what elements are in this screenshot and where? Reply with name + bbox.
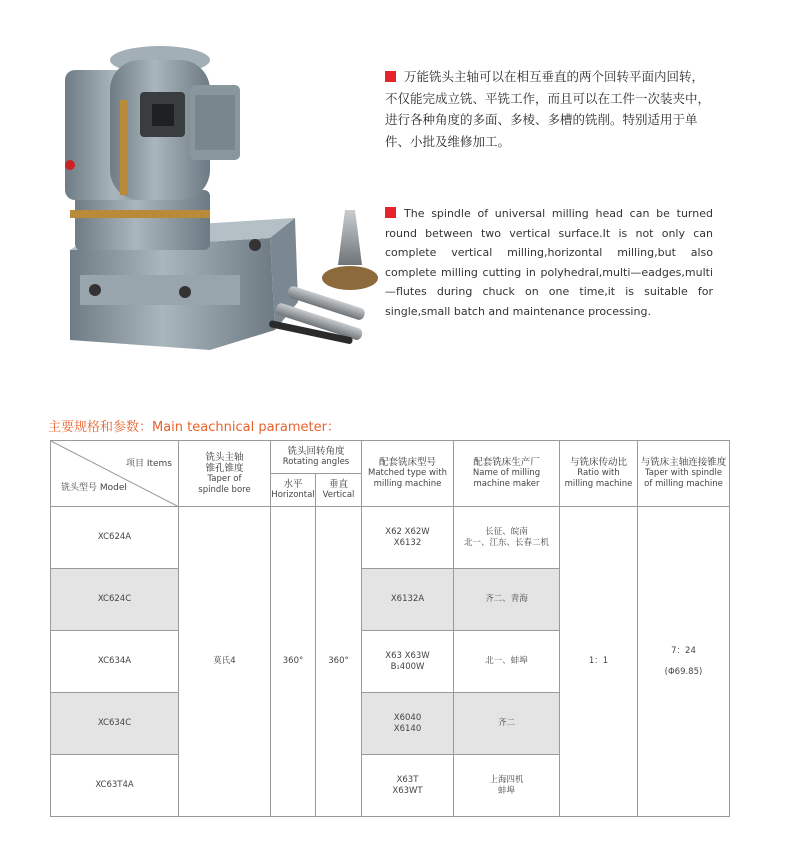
intro-english-text: The spindle of universal milling head can be turned round between two vertical surface.It is not only can complete vertical milling,horizontal milling,but also complete milling cutting in polyhedral,multi—eadges,multi—flutes during chuck on one time,it is suitable for single,small batch and maintenance processing. bbox=[385, 207, 713, 318]
intro-chinese-text: 万能铣头主轴可以在相互垂直的两个回转平面内回转，不仅能完成立铣、平铣工作，而且可以在工件一次装夹中，进行各种角度的多面、多棱、多槽的铣削。特别适用于单件、小批及维修加工。 bbox=[385, 69, 711, 149]
items-label: 项目 Items bbox=[125, 459, 172, 469]
intro-chinese bbox=[385, 66, 713, 152]
model-cell: XC634A bbox=[51, 631, 179, 693]
header-angles-zh: 铣头回转角度 bbox=[287, 446, 345, 457]
header-vertical-en: Vertical bbox=[322, 490, 355, 500]
ratio-cell: 1：1 bbox=[560, 507, 638, 817]
header-spindle-taper-en: Taper with spindle of milling machine bbox=[644, 468, 723, 489]
header-matched-zh: 配套铣床型号 bbox=[378, 457, 436, 468]
matched-cell: X6132A bbox=[362, 569, 454, 631]
header-horizontal-en: Horizontal bbox=[271, 490, 315, 500]
red-square-bullet-icon bbox=[385, 71, 396, 82]
spindle-taper-note: (Φ69.85) bbox=[664, 666, 703, 677]
header-spindle-taper bbox=[638, 441, 730, 507]
params-title: 主要规格和参数：Main teachnical parameter： bbox=[48, 420, 340, 435]
matched-cell: X6040 X6140 bbox=[362, 693, 454, 755]
parameter-table bbox=[50, 440, 730, 817]
model-cell: XC624A bbox=[51, 507, 179, 569]
model-cell: XC63T4A bbox=[51, 755, 179, 817]
spindle-taper-cell bbox=[638, 507, 730, 817]
header-ratio bbox=[560, 441, 638, 507]
red-square-bullet-icon bbox=[385, 207, 396, 218]
maker-cell: 上海四机 蚌埠 bbox=[454, 755, 560, 817]
milling-head-photo bbox=[40, 40, 380, 370]
matched-cell: X63 X63W B₁400W bbox=[362, 631, 454, 693]
header-angles-en: Rotating angles bbox=[282, 457, 350, 467]
maker-cell: 齐二 bbox=[454, 693, 560, 755]
intro-english bbox=[385, 204, 713, 321]
header-taper-en: Taper of spindle bore bbox=[198, 473, 251, 495]
header-vertical-zh: 垂直 bbox=[328, 479, 348, 490]
taper-cell: 莫氏4 bbox=[179, 507, 271, 817]
header-ratio-en: Ratio with milling machine bbox=[564, 468, 633, 489]
header-horizontal-zh: 水平 bbox=[283, 479, 303, 490]
header-diagonal-cell bbox=[51, 441, 179, 507]
matched-cell: X62 X62W X6132 bbox=[362, 507, 454, 569]
header-maker-en: Name of milling machine maker bbox=[472, 468, 541, 489]
header-taper-zh: 铣头主轴 锥孔锥度 bbox=[205, 451, 244, 474]
header-maker-zh: 配套铣床生产厂 bbox=[473, 457, 540, 468]
model-cell: XC634C bbox=[51, 693, 179, 755]
spindle-taper-value: 7：24 bbox=[671, 645, 696, 656]
header-spindle-taper-zh: 与铣床主轴连接锥度 bbox=[640, 457, 727, 468]
header-angles bbox=[271, 441, 362, 474]
header-horizontal bbox=[271, 474, 316, 507]
model-label: 铣头型号 Model bbox=[61, 483, 127, 493]
maker-cell: 长征、皖南 北一、江东、长春二机 bbox=[454, 507, 560, 569]
vertical-cell: 360° bbox=[316, 507, 362, 817]
header-vertical bbox=[316, 474, 362, 507]
maker-cell: 齐二、青海 bbox=[454, 569, 560, 631]
header-matched-en: Matched type with milling machine bbox=[368, 468, 447, 489]
header-taper bbox=[179, 441, 271, 507]
model-cell: XC624C bbox=[51, 569, 179, 631]
header-matched bbox=[362, 441, 454, 507]
diagonal-line bbox=[51, 441, 179, 507]
maker-cell: 北一、蚌埠 bbox=[454, 631, 560, 693]
horizontal-cell: 360° bbox=[271, 507, 316, 817]
matched-cell: X63T X63WT bbox=[362, 755, 454, 817]
table-row bbox=[51, 507, 730, 569]
header-ratio-zh: 与铣床传动比 bbox=[569, 457, 627, 468]
header-maker bbox=[454, 441, 560, 507]
